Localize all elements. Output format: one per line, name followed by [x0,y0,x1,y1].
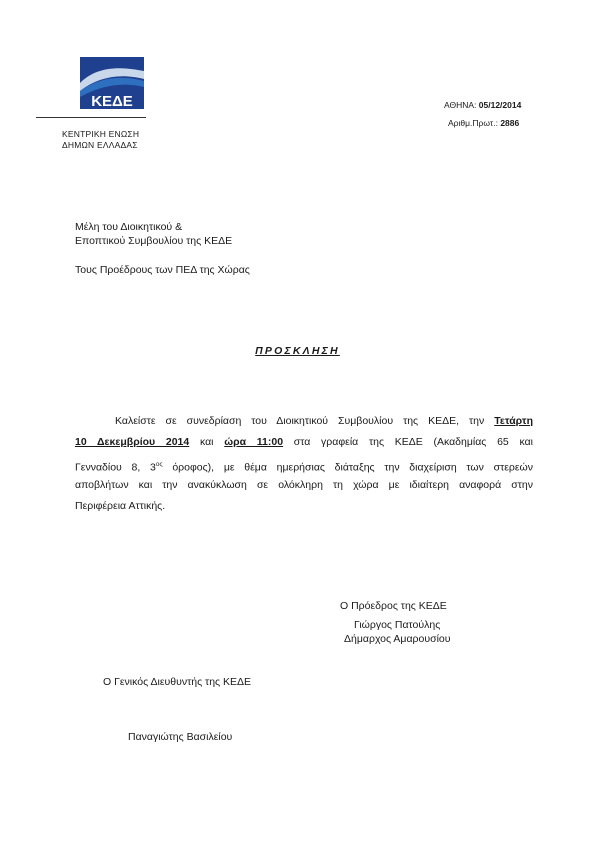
body-text: όροφος), με θέμα ημερήσιας διάταξης την διαχείριση των στερεών [162,461,533,474]
recipient-line-3: Τους Προέδρους των ΠΕΔ της Χώρας [75,264,250,276]
general-director-title: Ο Γενικός Διευθυντής της ΚΕΔΕ [103,676,252,688]
body-text: Γενναδίου 8, 3 [75,461,156,474]
meeting-day: Τετάρτη [494,415,533,427]
kede-logo [80,57,144,109]
president-name: Γιώργος Πατούλης [354,619,441,631]
president-title: Ο Πρόεδρος της ΚΕΔΕ [340,600,447,612]
meeting-time: ώρα 11:00 [224,436,284,448]
president-role: Δήμαρχος Αμαρουσίου [344,633,451,645]
document-title: ΠΡΟΣΚΛΗΣΗ [255,345,340,357]
body-line-1 [75,415,533,428]
recipient-line-1: Μέλη του Διοικητικού & [75,221,183,233]
body-text: και [189,436,225,448]
protocol-value: 2886 [500,118,520,128]
logo-divider [36,117,146,118]
meeting-date: 10 Δεκεμβρίου 2014 [75,436,190,448]
org-name-line-2: ΔΗΜΩΝ ΕΛΛΑΔΑΣ [62,140,138,150]
date-value: 05/12/2014 [478,100,522,110]
general-director-name: Παναγιώτης Βασιλείου [128,731,233,743]
body-text: στα γραφεία της ΚΕΔΕ (Ακαδημίας 65 και [283,436,534,448]
org-name-line-1: ΚΕΝΤΡΙΚΗ ΕΝΩΣΗ [62,129,140,139]
body-line-4: αποβλήτων και την ανακύκλωση σε ολόκληρη τη χώρα με ιδιαίτερη αναφορά στην [75,479,533,491]
recipient-line-2: Εποπτικού Συμβουλίου της ΚΕΔΕ [75,235,233,247]
protocol-number [448,118,519,128]
body-line-3 [75,458,533,475]
date-label: ΑΘΗΝΑ: [444,100,479,110]
protocol-label: Αριθμ.Πρωτ.: [448,118,501,128]
body-line-2 [75,436,533,449]
body-text: Καλείστε σε συνεδρίαση του Διοικητικού Συμβουλίου της ΚΕΔΕ, την [115,415,485,427]
logo-text: ΚΕΔΕ [91,93,133,109]
ordinal-suffix: ος [155,461,163,468]
body-line-5: Περιφέρεια Αττικής. [75,500,166,512]
document-date [444,100,521,110]
